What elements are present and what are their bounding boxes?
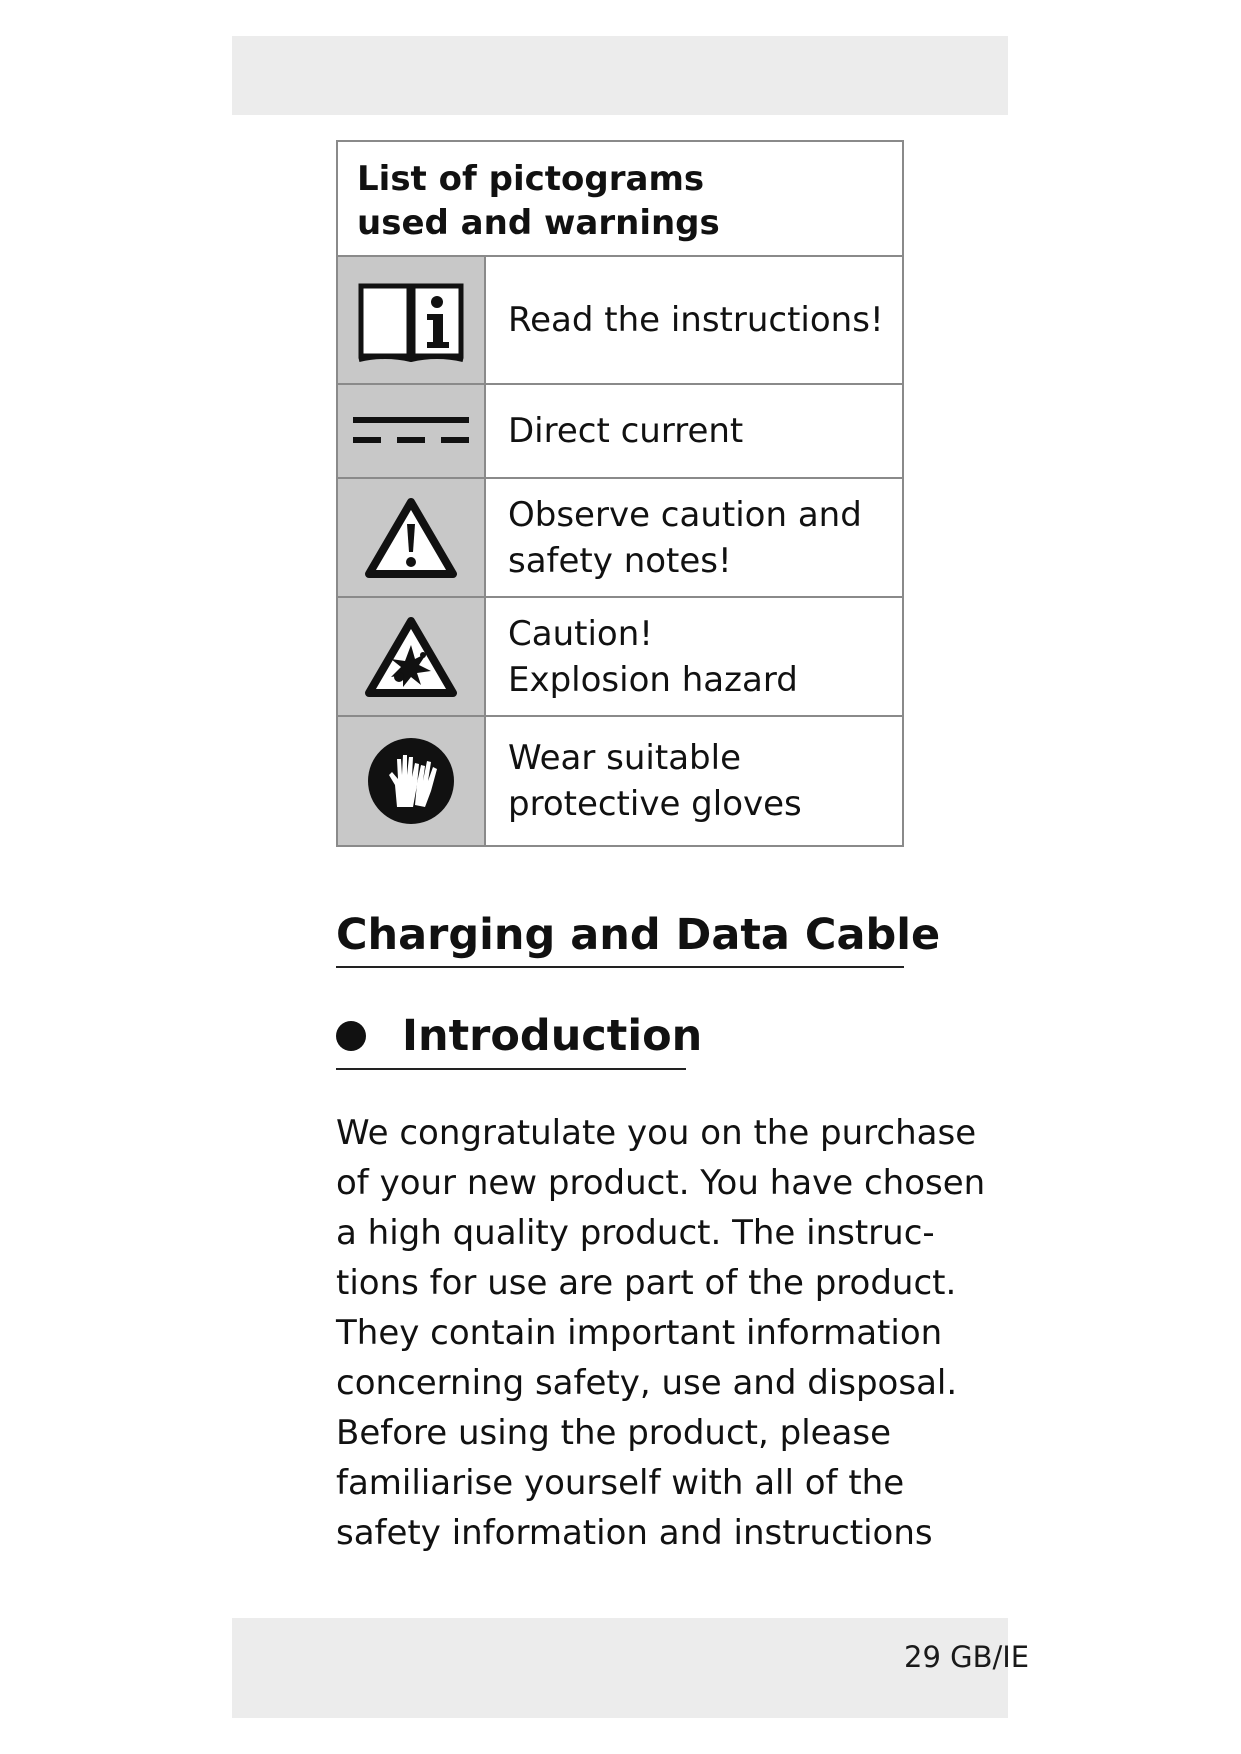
bullet-icon	[336, 1021, 366, 1051]
book-info-icon	[355, 276, 467, 364]
table-row	[338, 598, 902, 717]
pictogram-label: protective gloves	[508, 784, 802, 824]
footer-band	[232, 1618, 1030, 1718]
paragraph-line: a high quality product. The instruc-	[336, 1213, 935, 1253]
paragraph-line: familiarise yourself with all of the	[336, 1463, 905, 1503]
explosion-hazard-icon	[363, 615, 459, 699]
gloves-icon	[365, 735, 457, 827]
intro-paragraph	[336, 1108, 986, 1558]
pictogram-label: Wear suitable	[508, 738, 741, 778]
table-title-line: List of pictograms	[357, 159, 705, 199]
pictogram-label: Observe caution and	[508, 494, 862, 535]
paragraph-line: tions for use are part of the product.	[336, 1263, 957, 1303]
paragraph-line: safety information and instructions	[336, 1513, 933, 1553]
pictogram-label: Direct current	[508, 411, 744, 451]
paragraph-line: of your new product. You have chosen	[336, 1163, 986, 1203]
pictogram-label: Caution!	[508, 613, 653, 654]
paragraph-line: concerning safety, use and disposal.	[336, 1363, 958, 1403]
table-row	[338, 385, 902, 479]
subsection-title	[336, 1008, 703, 1070]
pictogram-table	[336, 140, 904, 847]
page-number: 29 GB/IE	[904, 1640, 1030, 1674]
table-title-line: used and warnings	[357, 203, 720, 243]
table-row	[338, 257, 902, 385]
direct-current-icon	[351, 411, 471, 451]
subsection-title-text: Introduction	[402, 1011, 703, 1061]
warning-triangle-icon	[363, 496, 459, 580]
table-title	[338, 142, 902, 257]
pictogram-label: safety notes!	[508, 540, 732, 581]
pictogram-label: Explosion hazard	[508, 659, 798, 700]
header-band	[232, 36, 1008, 115]
section-title: Charging and Data Cable	[336, 906, 904, 968]
paragraph-line: We congratulate you on the purchase	[336, 1113, 977, 1153]
paragraph-line: They contain important information	[336, 1313, 943, 1353]
paragraph-line: Before using the product, please	[336, 1413, 892, 1453]
table-row	[338, 479, 902, 598]
table-row	[338, 717, 902, 845]
pictogram-label: Read the instructions!	[508, 300, 884, 340]
